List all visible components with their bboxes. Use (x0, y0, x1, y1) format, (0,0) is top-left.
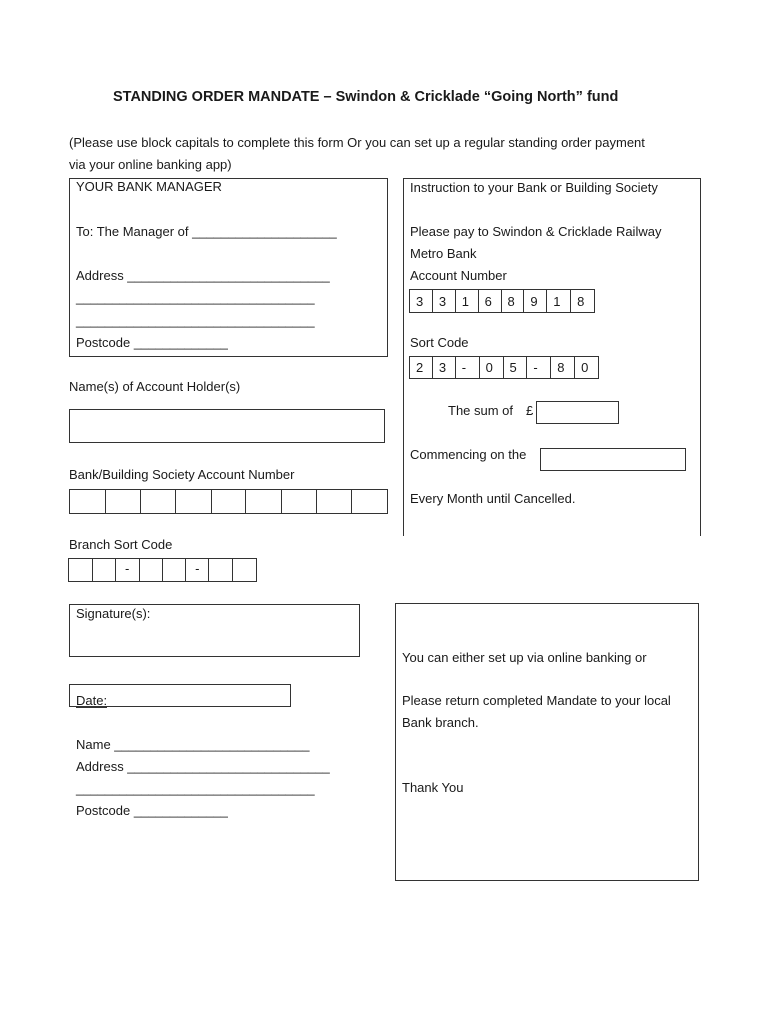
manager-address-field[interactable]: Address ____________________________ (76, 268, 330, 283)
contact-name-field[interactable]: Name ___________________________ (76, 737, 310, 752)
sum-input[interactable] (536, 401, 619, 424)
branch-sort-cell[interactable] (163, 559, 187, 581)
contact-address-field[interactable]: Address ____________________________ (76, 759, 330, 774)
account-number-cell[interactable] (352, 490, 388, 513)
contact-postcode-field[interactable]: Postcode _____________ (76, 803, 228, 818)
account-number-label: Account Number (410, 268, 507, 283)
sort-digit: 8 (551, 357, 575, 378)
account-digit: 8 (502, 290, 525, 312)
account-digit: 1 (456, 290, 479, 312)
account-number-cell[interactable] (176, 490, 212, 513)
account-number-cell[interactable] (70, 490, 106, 513)
commencing-label: Commencing on the (410, 447, 527, 462)
account-digit: 3 (433, 290, 456, 312)
account-number-cell[interactable] (282, 490, 317, 513)
sort-digit: 0 (575, 357, 599, 378)
branch-sort-separator: - (186, 559, 209, 581)
branch-sort-cell[interactable] (69, 559, 93, 581)
branch-sort-code-label: Branch Sort Code (69, 537, 173, 552)
branch-sort-cell[interactable] (233, 559, 257, 581)
return-note-line-3: Bank branch. (402, 715, 479, 730)
date-label: Date: (76, 693, 108, 708)
sort-digit: 3 (433, 357, 456, 378)
account-digit: 9 (524, 290, 547, 312)
bank-account-number-label: Bank/Building Society Account Number (69, 467, 295, 482)
account-digit: 3 (410, 290, 433, 312)
instruction-heading: Instruction to your Bank or Building Society (410, 180, 658, 195)
bank-manager-heading: YOUR BANK MANAGER (76, 179, 222, 194)
sort-digit: 0 (480, 357, 504, 378)
manager-to-field[interactable]: To: The Manager of ____________________ (76, 224, 337, 239)
intro-text-line-1: (Please use block capitals to complete this form Or you can set up a regular standing order payment (69, 135, 645, 150)
manager-postcode-field[interactable]: Postcode _____________ (76, 335, 228, 350)
frequency-text: Every Month until Cancelled. (410, 491, 576, 506)
intro-text-line-2: via your online banking app) (69, 157, 232, 172)
account-number-cell[interactable] (106, 490, 141, 513)
thank-you-text: Thank You (402, 780, 464, 795)
branch-sort-cell[interactable] (209, 559, 233, 581)
sort-code-label: Sort Code (410, 335, 469, 350)
account-holder-input[interactable] (69, 409, 385, 443)
sort-digit: 2 (410, 357, 433, 378)
return-note-line-1: You can either set up via online banking or (402, 650, 647, 665)
account-digit: 8 (571, 290, 595, 312)
commencing-date-input[interactable] (540, 448, 686, 471)
branch-sort-cell[interactable] (93, 559, 116, 581)
branch-sort-cell[interactable] (140, 559, 163, 581)
manager-address-line-3[interactable]: _________________________________ (76, 313, 315, 328)
bank-account-number-grid (69, 489, 388, 514)
account-number-cell[interactable] (246, 490, 282, 513)
contact-address-line-2[interactable]: _________________________________ (76, 781, 315, 796)
account-number-cell[interactable] (317, 490, 352, 513)
return-note-box (395, 603, 699, 881)
sort-digit: 5 (504, 357, 528, 378)
account-number-cell[interactable] (141, 490, 176, 513)
account-number-cell[interactable] (212, 490, 247, 513)
currency-symbol: £ (526, 403, 534, 418)
sort-separator: - (456, 357, 480, 378)
payee-account-number-grid (409, 289, 595, 313)
manager-address-line-2[interactable]: _________________________________ (76, 290, 315, 305)
page-title: STANDING ORDER MANDATE – Swindon & Cricklade “Going North” fund (113, 89, 619, 105)
account-digit: 6 (479, 290, 502, 312)
sort-separator: - (527, 357, 551, 378)
branch-sort-code-grid (68, 558, 257, 582)
account-digit: 1 (547, 290, 571, 312)
sum-label: The sum of (448, 403, 514, 418)
branch-sort-separator: - (116, 559, 140, 581)
payee-sort-code-grid (409, 356, 599, 379)
pay-to-text: Please pay to Swindon & Cricklade Railway (410, 224, 662, 239)
signature-label: Signature(s): (76, 606, 151, 621)
bank-name-text: Metro Bank (410, 246, 477, 261)
return-note-line-2: Please return completed Mandate to your local (402, 693, 671, 708)
account-holder-label: Name(s) of Account Holder(s) (69, 379, 241, 394)
